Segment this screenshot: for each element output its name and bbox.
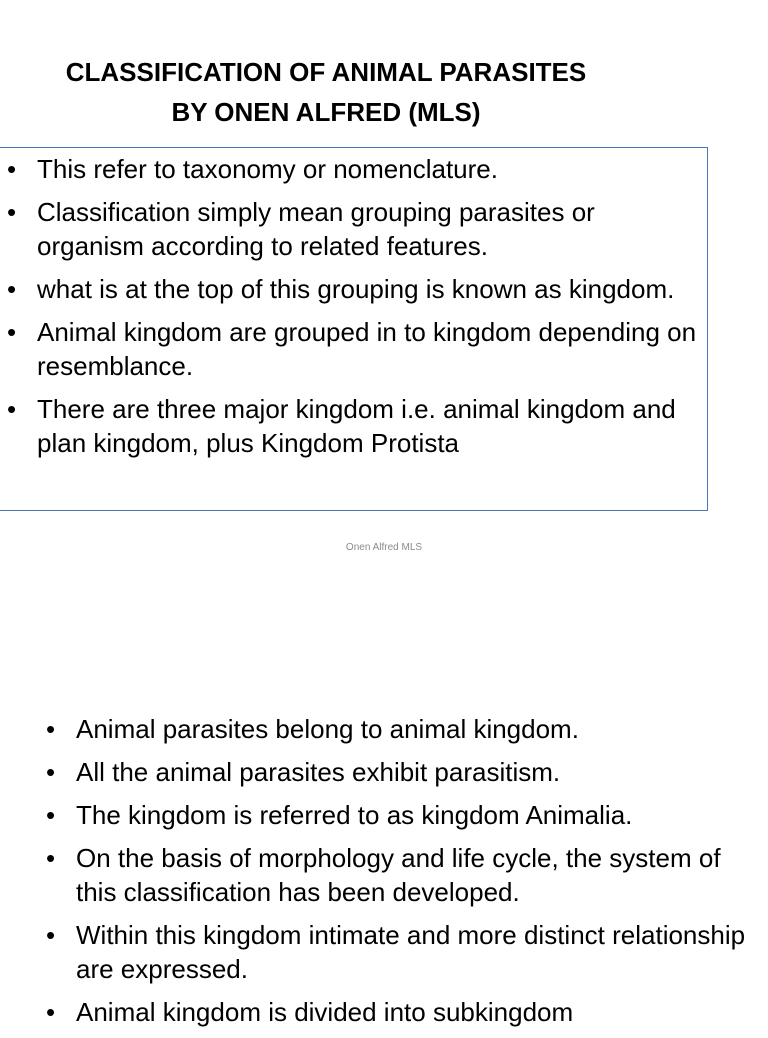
bullet-text: Animal kingdom are grouped in to kingdom depending on resemblance. [37,317,697,381]
list-item [38,918,758,986]
bullet-text: Animal kingdom is divided into subkingdom [76,997,574,1027]
bullet-text: All the animal parasites exhibit parasitism. [76,757,561,787]
list-item [0,195,699,263]
list-item [0,392,699,460]
bullet-text: This refer to taxonomy or nomenclature. [37,154,498,184]
list-item [0,272,699,306]
bullet-icon: • [46,997,56,1027]
list-item [38,841,758,909]
bullet-text: There are three major kingdom i.e. animal kingdom and plan kingdom, plus Kingdom Protista [37,394,676,458]
bullet-text: The kingdom is referred to as kingdom Animalia. [76,800,633,830]
title-line-1: CLASSIFICATION OF ANIMAL PARASITES [65,57,587,87]
list-item [38,798,758,832]
slide-title [0,52,652,132]
list-item [38,712,758,746]
bullet-text: what is at the top of this grouping is known as kingdom. [37,274,675,304]
list-item [38,755,758,789]
bullet-text: Within this kingdom intimate and more distinct relationship are expressed. [76,920,746,984]
bullet-list-slide-1 [0,152,699,469]
bullet-list-slide-2 [38,712,758,1038]
bullet-icon: • [46,800,56,830]
title-line-2: BY ONEN ALFRED (MLS) [171,97,481,127]
bullet-text: On the basis of morphology and life cycle, the system of this classification has been developed. [76,843,721,907]
bullet-icon: • [46,920,56,950]
bullet-icon: • [46,757,56,787]
list-item [0,152,699,186]
bullet-icon: • [7,274,17,304]
bullet-icon: • [7,197,17,227]
content-box [0,147,708,511]
bullet-icon: • [7,394,17,424]
bullet-text: Animal parasites belong to animal kingdom. [76,714,579,744]
bullet-icon: • [46,843,56,873]
bullet-icon: • [7,154,17,184]
bullet-icon: • [46,714,56,744]
slide-footer: Onen Alfred MLS [345,542,423,553]
bullet-text: Classification simply mean grouping parasites or organism according to related features. [37,197,595,261]
list-item [0,315,699,383]
bullet-icon: • [7,317,17,347]
